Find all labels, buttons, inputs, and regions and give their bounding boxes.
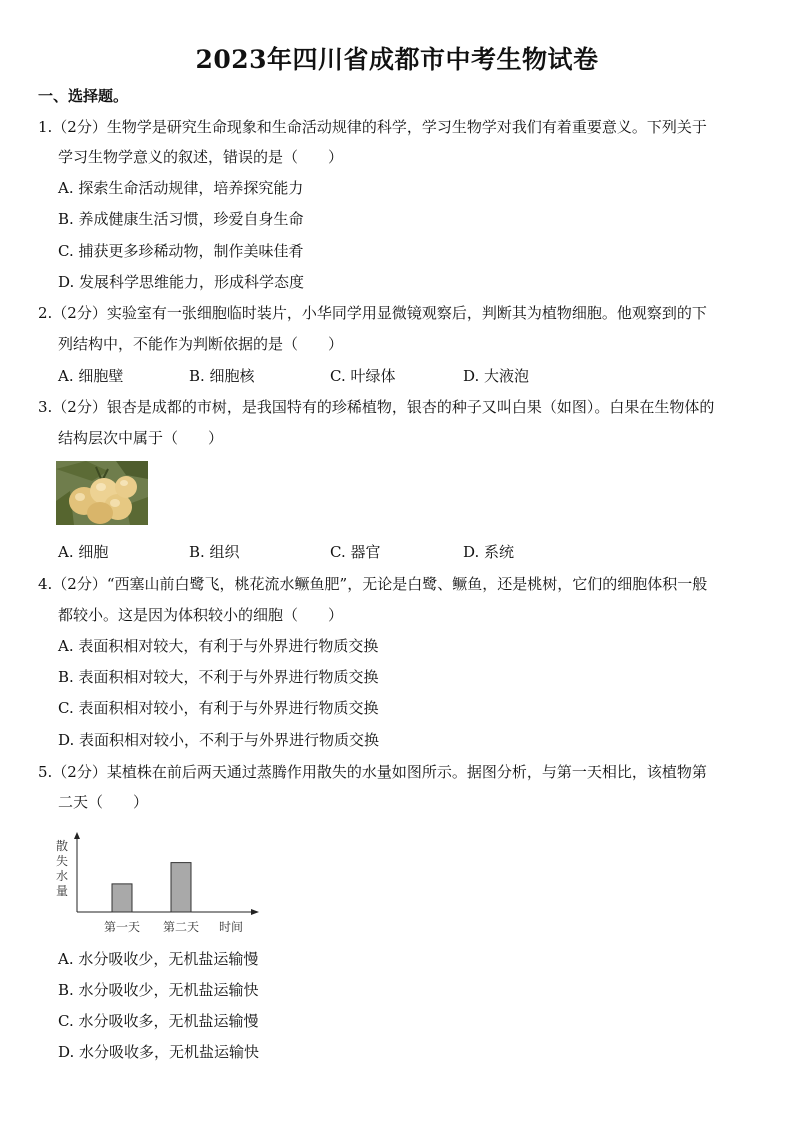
question-5-option-a: A. 水分吸收少，无机盐运输慢 [58, 950, 259, 968]
question-3-option-c: C. 器官 [330, 543, 381, 561]
question-3-options [58, 542, 578, 562]
ginkgo-seed-photo [56, 461, 148, 525]
question-5-option-b: B. 水分吸收少，无机盐运输快 [58, 981, 259, 999]
question-4-option-b: B. 表面积相对较大，不利于与外界进行物质交换 [58, 668, 379, 686]
question-2-line-1: 2.（2分）实验室有一张细胞临时装片，小华同学用显微镜观察后，判断其为植物细胞。他观察到的下 [38, 304, 707, 322]
question-4-option-a: A. 表面积相对较大，有利于与外界进行物质交换 [58, 637, 379, 655]
question-3-line-2: 结构层次中属于（ ） [58, 429, 224, 447]
question-1-line-2: 学习生物学意义的叙述，错误的是（ ） [58, 148, 344, 166]
question-2-option-d: D. 大液泡 [463, 367, 530, 385]
question-4-line-1: 4.（2分）“西塞山前白鹭飞，桃花流水鳜鱼肥”，无论是白鹭、鳜鱼，还是桃树，它们的细胞体积一般 [38, 575, 708, 593]
question-1-option-d: D. 发展科学思维能力，形成科学态度 [58, 273, 305, 291]
ginkgo-seed-illustration [56, 461, 148, 525]
category-label-1: 第一天 [103, 920, 141, 934]
y-axis-arrow [74, 832, 80, 839]
question-2-options [58, 366, 578, 386]
question-4-option-c: C. 表面积相对较小，有利于与外界进行物质交换 [58, 699, 379, 717]
question-5-option-d: D. 水分吸收多，无机盐运输快 [58, 1043, 260, 1061]
transpiration-chart-svg [52, 832, 267, 940]
question-2-option-a: A. 细胞壁 [58, 367, 124, 385]
category-label-2: 第二天 [162, 920, 200, 934]
question-1-line-1: 1.（2分）生物学是研究生命现象和生命活动规律的科学，学习生物学对我们有着重要意义。下列关于 [38, 118, 707, 136]
page-title: 2023年四川省成都市中考生物试卷 [195, 45, 599, 74]
bar-2 [171, 863, 191, 912]
question-2-option-c: C. 叶绿体 [330, 367, 396, 385]
question-3-option-b: B. 组织 [189, 543, 240, 561]
bars-group [112, 863, 191, 912]
question-2-line-2: 列结构中，不能作为判断依据的是（ ） [58, 335, 344, 353]
question-1-option-b: B. 养成健康生活习惯，珍爱自身生命 [58, 210, 304, 228]
question-3-option-a: A. 细胞 [58, 543, 109, 561]
y-axis-label: 散失水量 [55, 839, 69, 898]
question-2-option-b: B. 细胞核 [189, 367, 255, 385]
question-1-option-a: A. 探索生命活动规律，培养探究能力 [58, 179, 304, 197]
question-5-line-2: 二天（ ） [58, 793, 149, 811]
x-axis-label: 时间 [218, 920, 244, 934]
question-4-option-d: D. 表面积相对较小，不利于与外界进行物质交换 [58, 731, 380, 749]
section-heading: 一、选择题。 [38, 87, 129, 105]
question-1-option-c: C. 捕获更多珍稀动物，制作美味佳肴 [58, 242, 304, 260]
transpiration-chart [52, 832, 267, 940]
question-5-option-c: C. 水分吸收多，无机盐运输慢 [58, 1012, 259, 1030]
question-3-option-d: D. 系统 [463, 543, 515, 561]
x-axis-arrow [251, 909, 259, 915]
bar-1 [112, 884, 132, 912]
category-labels [104, 920, 199, 934]
question-4-line-2: 都较小。这是因为体积较小的细胞（ ） [58, 606, 344, 624]
question-5-line-1: 5.（2分）某植株在前后两天通过蒸腾作用散失的水量如图所示。据图分析，与第一天相比，该植物第 [38, 763, 707, 781]
question-3-line-1: 3.（2分）银杏是成都的市树，是我国特有的珍稀植物，银杏的种子又叫白果（如图）。白果在生物体的 [38, 398, 715, 416]
